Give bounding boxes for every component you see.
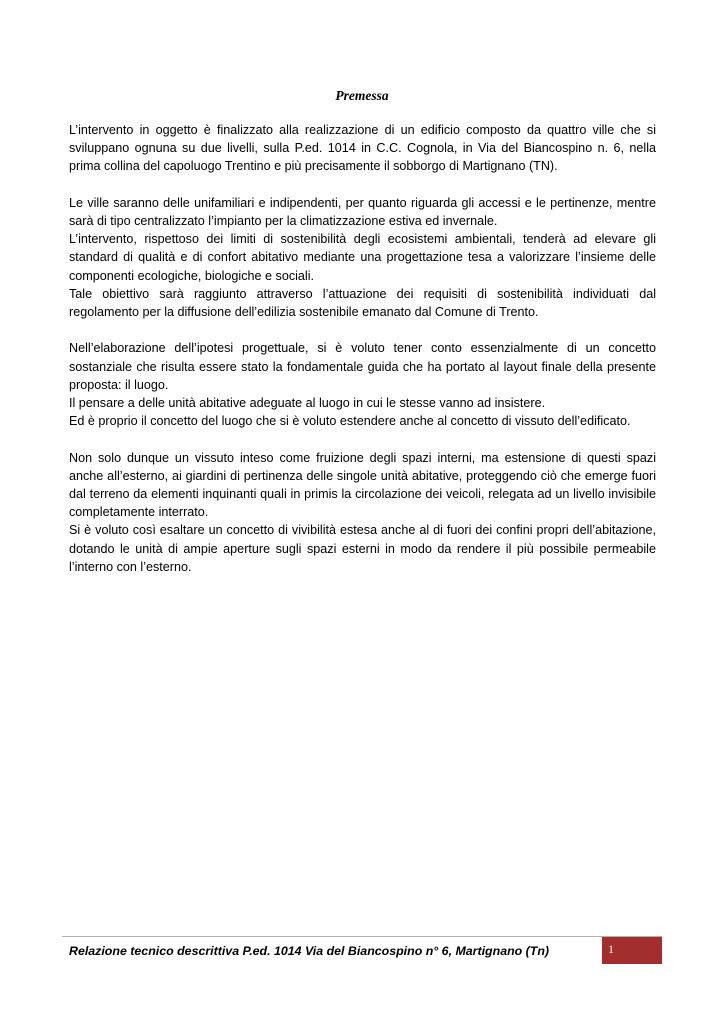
paragraph: Tale obiettivo sarà raggiunto attraverso l’attuazione dei requisiti di sostenibilità individuati dal regolamento per la diffusione dell’edilizia sostenibile emanato dal Comune di Trento. bbox=[69, 286, 656, 320]
paragraph: Nell’elaborazione dell’ipotesi progettuale, si è voluto tener conto essenzialmente di un concetto sostanziale che risulta essere stato la fondamentale guida che ha portato al layout finale della presente proposta: il luogo. bbox=[69, 341, 656, 392]
paragraph: Non solo dunque un vissuto inteso come fruizione degli spazi interni, ma estensione di questi spazi anche all’esterno, ai giardini di pertinenza delle singole unità abitative, proteggendo ciò che emerge fuori dal terreno da elementi inquinanti quali in primis la circolazione dei veicoli, relegata ad un livello invisibile completamente interrato. bbox=[69, 450, 656, 520]
paragraph: Ed è proprio il concetto del luogo che si è voluto estendere anche al concetto di vissuto dell’edificato. bbox=[69, 414, 631, 429]
paragraph: L’intervento, rispettoso dei limiti di sostenibilità degli ecosistemi ambientali, tenderà ad elevare gli standard di qualità e di confort abitativo mediante una progettazione tesa a valorizzare l’insieme delle componenti ecologiche, biologiche e sociali. bbox=[69, 232, 656, 283]
footer-divider bbox=[62, 936, 662, 937]
paragraph: Le ville saranno delle unifamiliari e indipendenti, per quanto riguarda gli accessi e le pertinenze, mentre sarà di tipo centralizzato l’impianto per la climatizzazione estiva ed invernale. bbox=[69, 195, 656, 228]
page-number-badge bbox=[602, 937, 662, 964]
page-title: Premessa bbox=[335, 88, 389, 103]
footer-caption: Relazione tecnico descrittiva P.ed. 1014 Via del Biancospino n° 6, Martignano (Tn) bbox=[69, 944, 550, 958]
document-body bbox=[69, 121, 656, 576]
page-number: 1 bbox=[608, 942, 614, 956]
paragraph: Il pensare a delle unità abitative adeguate al luogo in cui le stesse vanno ad insistere. bbox=[69, 396, 546, 411]
paragraph: L’intervento in oggetto è finalizzato alla realizzazione di un edificio composto da quattro ville che si sviluppano ognuna su due livelli, sulla P.ed. 1014 in C.C. Cognola, in Via del Biancospino n. 6, nella prima collina del capoluogo Trentino e più precisamente il sobborgo di Martignano (TN). bbox=[69, 123, 656, 174]
paragraph: Si è voluto così esaltare un concetto di vivibilità estesa anche al di fuori dei confini propri dell’abitazione, dotando le unità di ampie aperture sugli spazi esterni in modo da rendere il più possibile permeabile l’interno con l’esterno. bbox=[69, 523, 656, 574]
